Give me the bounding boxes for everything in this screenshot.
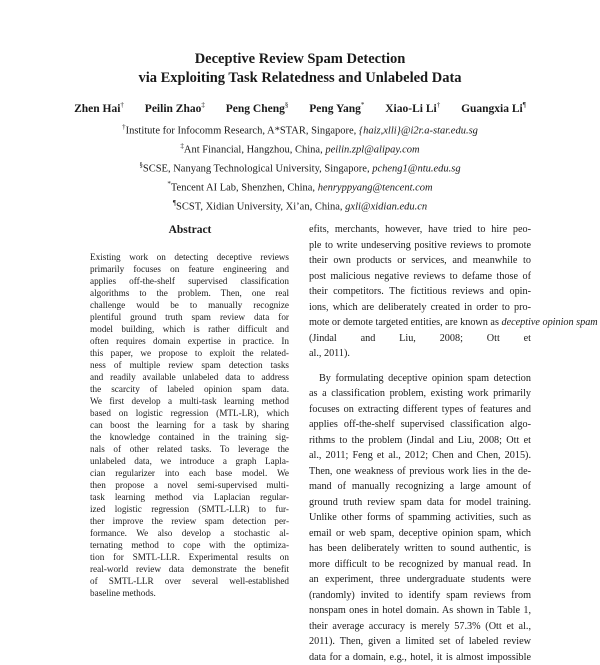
abstract-line: baseline methods. [90,587,289,599]
body-line: rithms to the problem (Jindal and Liu, 2008; Ott et [309,433,531,449]
body-line: (randomly) invited to identify spam reviews from [309,588,531,604]
email-address: {haiz,xlli}@i2r.a-star.edu.sg [359,126,478,137]
email-address: gxli@xidian.edu.cn [345,202,427,213]
abstract-line: task learning method via Laplacian regular- [90,491,289,503]
body-line: their average accuracy is merely 57.3% (Ott et al., [309,619,531,635]
body-line: ple to write undeserving positive reviews to promote [309,238,531,254]
abstract-line: formance. We also develop a stochastic al- [90,527,289,539]
body-line: has been deliberately written to sound authentic, is [309,541,531,557]
affiliation: §SCSE, Nanyang Technological University, Singapore, pcheng1@ntu.edu.sg [60,158,540,177]
abstract-line: the scarcity of labeled opinion spam data. [90,383,289,395]
body-line: (Jindal and Liu, 2008; Ott et [309,331,531,347]
paragraph-gap [309,362,531,371]
body-line: al., 2011; Feng et al., 2012; Chen and Chen, 2015). [309,448,531,464]
abstract-line: then propose a novel semi-supervised multi- [90,479,289,491]
body-line: By formulating deceptive opinion spam detection [309,371,531,387]
abstract-line: of SMTL-LLR over several well-established [90,575,289,587]
body-line: data for a domain, e.g., hotel, it is almost impossible [309,650,531,665]
abstract-line: ized logistic regression (SMTL-LLR) to fur- [90,503,289,515]
body-line: as a classification problem, existing work primarily [309,386,531,402]
body-line: mote or demote targeted entities, are known as deceptive opinion spam [309,315,531,331]
body-line: mand of manually recognizing a large amount of [309,479,531,495]
body-line: their own products or services, and meanwhile to [309,253,531,269]
title-line-1: Deceptive Review Spam Detection [60,50,540,69]
abstract-line: applies off-the-shelf supervised classification [90,275,289,287]
body-line: post malicious negative reviews to defame those of [309,269,531,285]
abstract-line: model building, which is rather difficult and [90,323,289,335]
affiliation: *Tencent AI Lab, Shenzhen, China, henryppyang@tencent.com [60,177,540,196]
body-line: their competitors. The fictitious reviews and opin- [309,284,531,300]
body-line: email or web spam, deceptive opinion spam, which [309,526,531,542]
author: Zhen Hai† [74,103,124,115]
abstract-line: this paper, we propose to exploit the related- [90,347,289,359]
abstract-line: unlabeled data, we introduce a graph Lapla- [90,455,289,467]
abstract-line: tion for SMTL-LLR. Experimental results on [90,551,289,563]
abstract-line: Existing work on detecting deceptive reviews [90,251,289,263]
author: Guangxia Li¶ [461,103,526,115]
author-list [40,101,560,115]
abstract-line: We first develop a multi-task learning method [90,395,289,407]
abstract-line: the knowledge contained in the training sig- [90,431,289,443]
body-line: Then, one weakness of previous work lies in the de- [309,464,531,480]
body-line: focuses on extracting different types of features and [309,402,531,418]
author: Xiao-Li Li† [385,103,440,115]
abstract-line: challenge would be to manually recognize [90,299,289,311]
affiliation: †Institute for Infocomm Research, A*STAR, Singapore, {haiz,xlli}@i2r.a-star.edu.sg [60,120,540,139]
body-line: efits, merchants, however, have tried to hire peo- [309,222,531,238]
abstract-line: can boost the learning for a task by sharing [90,419,289,431]
abstract-line: often requires domain expertise in practice. In [90,335,289,347]
body-line: more difficult to be recognized by manual read. In [309,557,531,573]
email-address: pcheng1@ntu.edu.sg [372,164,460,175]
author: Peilin Zhao‡ [145,103,205,115]
abstract-line: based on logistic regression (MTL-LR), which [90,407,289,419]
abstract-line: plentiful ground truth spam review data for [90,311,289,323]
email-address: henryppyang@tencent.com [318,183,433,194]
affiliation: ¶SCST, Xidian University, Xi’an, China, gxli@xidian.edu.cn [60,196,540,215]
abstract-line: ness of multiple review spam detection tasks [90,359,289,371]
body-line: al., 2011). [309,346,531,362]
paper-title [60,50,540,88]
author: Peng Yang* [309,103,364,115]
abstract-line: algorithms to the problem. Then, one real [90,287,289,299]
body-line: ground truth review spam data for model training. [309,495,531,511]
author: Peng Cheng§ [226,103,289,115]
abstract-line: ther improve the review spam detection per- [90,515,289,527]
title-line-2: via Exploiting Task Relatedness and Unlabeled Data [60,69,540,88]
abstract-heading: Abstract [90,224,290,236]
body-line: an experiment, three undergraduate students were [309,572,531,588]
body-line: 2011). Then, given a limited set of labeled review [309,634,531,650]
abstract-line: and readily available unlabeled data to address [90,371,289,383]
email-address: peilin.zpl@alipay.com [325,145,419,156]
body-line: nonspam ones in hotel domain. As shown in Table 1, [309,603,531,619]
abstract-line: real-world review data demonstrate the benefit [90,563,289,575]
affiliation: ‡Ant Financial, Hangzhou, China, peilin.zpl@alipay.com [60,139,540,158]
italic-term: deceptive opinion spam [501,317,597,328]
abstract-line: cian regularizer into each base model. We [90,467,289,479]
body-line: ions, which are deliberately created in order to pro- [309,300,531,316]
affiliation-list [60,120,540,215]
body-column-right [309,222,531,665]
body-line: Unlike other forms of spamming activities, such as [309,510,531,526]
abstract-line: ternating method to cope with the optimiza- [90,539,289,551]
abstract-body [90,251,289,599]
body-line: applies off-the-shelf supervised classification algo- [309,417,531,433]
abstract-line: primarily focuses on feature engineering and [90,263,289,275]
abstract-line: nals of other related tasks. To leverage the [90,443,289,455]
